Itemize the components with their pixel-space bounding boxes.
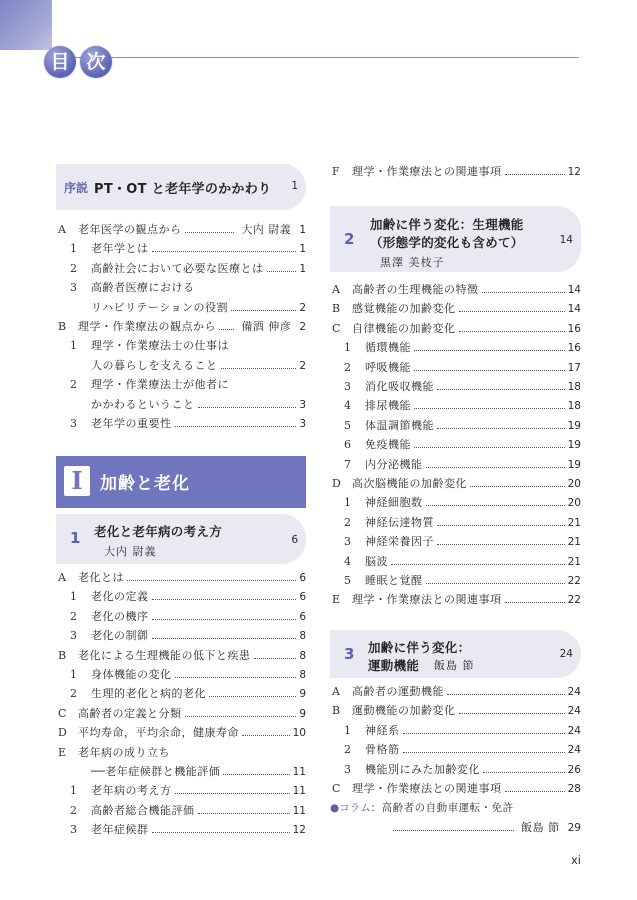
entry-number: 3 xyxy=(344,535,351,549)
toc-entry[interactable] xyxy=(330,703,581,719)
entry-title: 循環機能 xyxy=(365,341,411,355)
entry-title: 理学・作業療法の観点から xyxy=(78,320,216,333)
entry-page: 26 xyxy=(567,763,581,776)
section-1-author: 大内 尉義 xyxy=(104,545,157,558)
header-rule xyxy=(56,57,579,58)
entry-title: 理学・作業療法との関連事項 xyxy=(352,782,502,795)
leader-dots xyxy=(447,685,565,695)
entry-title: 老化による生理機能の低下と疾患 xyxy=(78,648,251,662)
leader-dots xyxy=(437,516,565,526)
entry-number: B xyxy=(58,320,67,333)
entry-page: 12 xyxy=(292,824,306,837)
toc-entry[interactable] xyxy=(56,764,306,780)
leader-dots xyxy=(426,574,565,584)
entry-title: 理学・作業療法士が他者に xyxy=(91,378,229,392)
entry-number: 3 xyxy=(344,762,351,776)
leader-dots xyxy=(152,242,297,252)
toc-entry[interactable] xyxy=(56,745,306,761)
leader-dots xyxy=(403,743,565,753)
toc-entry[interactable] xyxy=(56,686,306,702)
entry-number: 3 xyxy=(70,629,77,643)
toc-entry[interactable] xyxy=(56,222,306,238)
leader-dots xyxy=(231,301,296,311)
leader-dots xyxy=(459,322,565,332)
section-1-heading[interactable] xyxy=(56,514,306,564)
entry-page: 17 xyxy=(567,361,581,374)
entry-number: 1 xyxy=(70,590,77,604)
leader-dots xyxy=(185,223,235,233)
entry-number: 2 xyxy=(344,515,351,529)
toc-title-char-2: 次 xyxy=(80,46,112,78)
entry-number: 5 xyxy=(344,574,351,587)
entry-number: 4 xyxy=(344,554,351,568)
entry-page: 2 xyxy=(299,301,306,314)
entry-title: 神経系 xyxy=(365,723,400,737)
entry-number: 1 xyxy=(344,723,351,737)
entry-number: E xyxy=(332,593,341,607)
section-3-page: 24 xyxy=(559,648,573,660)
entry-title: 自律機能の加齢変化 xyxy=(352,321,456,335)
entry-number: 2 xyxy=(344,360,351,374)
entry-title: 神経細胞数 xyxy=(365,496,423,510)
leader-dots xyxy=(437,535,565,545)
leader-dots xyxy=(459,704,565,714)
entry-title: 理学・作業療法との関連事項 xyxy=(352,593,502,607)
entry-title: 身体機能の変化 xyxy=(91,668,172,681)
section-3-heading[interactable] xyxy=(330,630,581,678)
entry-number: 5 xyxy=(344,418,351,432)
entry-number: C xyxy=(332,321,341,335)
entry-page: 19 xyxy=(567,458,581,471)
entry-title: 老化の機序 xyxy=(91,609,149,623)
entry-page: 10 xyxy=(292,727,306,740)
toc-entry[interactable] xyxy=(56,570,306,586)
preface-label: 序説 xyxy=(64,181,89,195)
toc-entry[interactable] xyxy=(56,261,306,277)
entry-title: 骨格筋 xyxy=(365,743,400,757)
entry-page: 6 xyxy=(299,572,306,584)
page-number: xi xyxy=(570,853,581,867)
leader-dots xyxy=(198,398,297,408)
section-1-title: 老化と老年病の考え方 xyxy=(94,524,223,539)
leader-dots xyxy=(152,629,297,639)
entry-title: ──老年症候群と機能評価 xyxy=(91,765,221,778)
entry-title: 高次脳機能の加齢変化 xyxy=(352,477,467,490)
toc-entry[interactable] xyxy=(56,397,306,413)
entry-number: 1 xyxy=(70,784,77,798)
entry-number: 4 xyxy=(344,399,351,413)
entry-title: 神経伝達物質 xyxy=(365,515,434,529)
corner-decoration xyxy=(0,0,52,50)
leader-dots xyxy=(505,782,565,792)
entry-page: 6 xyxy=(299,591,306,604)
entry-title: リハビリテーションの役割 xyxy=(91,300,229,314)
entry-page: 28 xyxy=(567,783,581,795)
toc-entry[interactable] xyxy=(56,300,306,316)
entry-title: 睡眠と覚醒 xyxy=(365,574,423,587)
entry-number: 2 xyxy=(70,687,77,701)
section-2-number: 2 xyxy=(344,230,355,248)
entry-author: 備酒 伸彦 xyxy=(241,320,292,333)
toc-entry[interactable] xyxy=(330,164,581,180)
entry-number: C xyxy=(58,706,67,720)
toc-entry[interactable] xyxy=(330,742,581,758)
leader-dots xyxy=(152,590,297,600)
entry-number: 1 xyxy=(70,668,77,681)
toc-entry[interactable] xyxy=(56,589,306,605)
section-2-title-line-1: 加齢に伴う変化：生理機能 xyxy=(370,217,524,232)
entry-title: 呼吸機能 xyxy=(365,360,411,374)
entry-page: 1 xyxy=(299,224,306,236)
entry-page: 24 xyxy=(567,724,581,737)
entry-number: 2 xyxy=(344,743,351,757)
toc-entry[interactable] xyxy=(330,554,581,570)
toc-entry[interactable] xyxy=(56,628,306,644)
entry-title: 理学・作業療法士の仕事は xyxy=(91,339,229,353)
leader-dots xyxy=(414,361,565,371)
toc-entry[interactable] xyxy=(330,684,581,700)
entry-number: A xyxy=(332,283,340,296)
entry-page: 11 xyxy=(292,766,306,778)
entry-page: 24 xyxy=(567,705,581,718)
toc-entry[interactable] xyxy=(56,280,306,296)
toc-entry[interactable] xyxy=(330,495,581,511)
entry-number: 3 xyxy=(344,380,351,393)
entry-page: 8 xyxy=(299,630,306,643)
leader-dots xyxy=(127,571,296,581)
entry-title: 高齢者総合機能評価 xyxy=(91,803,195,817)
entry-title: 老年学とは xyxy=(91,242,149,256)
leader-dots xyxy=(505,593,565,603)
toc-entry[interactable] xyxy=(330,340,581,356)
entry-page: 8 xyxy=(299,669,306,681)
entry-title: 運動機能の加齢変化 xyxy=(352,704,456,718)
column-label: コラム xyxy=(339,802,371,814)
entry-number: 3 xyxy=(70,823,77,837)
column-entry[interactable] xyxy=(330,800,581,816)
entry-page: 6 xyxy=(299,610,306,623)
toc-entry[interactable] xyxy=(56,822,306,838)
entry-page: 1 xyxy=(299,243,306,256)
leader-dots xyxy=(175,668,297,678)
entry-title: 脳波 xyxy=(365,554,388,568)
toc-entry[interactable] xyxy=(56,803,306,819)
entry-number: D xyxy=(58,726,67,740)
toc-entry[interactable] xyxy=(330,573,581,589)
section-3-title-line-1: 加齢に伴う変化： xyxy=(368,640,471,655)
section-3-author: 飯島 節 xyxy=(434,659,475,672)
toc-entry[interactable] xyxy=(56,319,306,335)
entry-number: 6 xyxy=(344,438,351,452)
entry-page: 22 xyxy=(567,594,581,607)
toc-entry[interactable] xyxy=(330,398,581,414)
toc-entry[interactable] xyxy=(56,609,306,625)
entry-page: 21 xyxy=(567,536,581,549)
leader-dots xyxy=(175,784,290,794)
section-1-page: 6 xyxy=(291,534,298,546)
toc-entry[interactable] xyxy=(330,360,581,376)
entry-number: A xyxy=(58,223,66,236)
entry-page: 14 xyxy=(567,284,581,296)
entry-title: かかわるということ xyxy=(91,397,195,411)
entry-page: 2 xyxy=(299,359,306,372)
entry-number: C xyxy=(332,782,341,795)
entry-title: 老年病の考え方 xyxy=(91,784,172,798)
entry-title: 老年症候群 xyxy=(91,823,149,837)
leader-dots xyxy=(223,765,289,775)
entry-number: B xyxy=(332,302,341,316)
entry-page: 24 xyxy=(567,744,581,757)
entry-page: 21 xyxy=(567,555,581,568)
leader-dots xyxy=(267,262,297,272)
entry-title: 老年病の成り立ち xyxy=(78,745,170,759)
part-1-numeral: I xyxy=(64,466,90,496)
entry-page: 2 xyxy=(299,321,306,333)
section-2-title-line-2: （形態学的変化も含めて） xyxy=(370,235,524,250)
entry-number: F xyxy=(332,165,340,178)
toc-entry[interactable] xyxy=(330,437,581,453)
column-author: 飯島 節 xyxy=(521,821,560,834)
toc-entry[interactable] xyxy=(330,476,581,492)
leader-dots xyxy=(198,804,290,814)
entry-page: 1 xyxy=(299,262,306,275)
leader-dots xyxy=(414,341,565,351)
leader-dots xyxy=(403,724,565,734)
entry-number: E xyxy=(58,745,67,759)
column-entry-author-line[interactable] xyxy=(330,820,581,836)
toc-entry[interactable] xyxy=(330,781,581,797)
leader-dots xyxy=(505,165,565,175)
toc-entry[interactable] xyxy=(56,667,306,683)
toc-entry[interactable] xyxy=(330,457,581,473)
entry-page: 11 xyxy=(292,785,306,798)
section-2-page: 14 xyxy=(559,234,573,246)
entry-number: B xyxy=(332,704,341,718)
leader-dots xyxy=(391,555,565,565)
entry-page: 9 xyxy=(299,688,306,701)
part-1-title: 加齢と老化 xyxy=(100,474,190,494)
leader-dots xyxy=(152,610,297,620)
leader-dots xyxy=(219,320,234,330)
leader-dots xyxy=(209,687,296,697)
entry-title: 人の暮らしを支えること xyxy=(91,358,218,372)
column-page: 29 xyxy=(567,822,581,834)
entry-number: A xyxy=(58,571,66,584)
section-3-number: 3 xyxy=(344,645,355,663)
toc-entry[interactable] xyxy=(330,418,581,434)
leader-dots xyxy=(254,649,297,659)
leader-dots xyxy=(221,359,297,369)
entry-title: 老化の制御 xyxy=(91,629,149,643)
entry-number: 2 xyxy=(70,803,77,817)
leader-dots xyxy=(414,438,565,448)
leader-dots xyxy=(414,399,565,409)
toc-entry[interactable] xyxy=(330,592,581,608)
entry-page: 19 xyxy=(567,439,581,452)
entry-title: 生理的老化と病的老化 xyxy=(91,687,206,701)
leader-dots xyxy=(470,477,565,487)
entry-number: B xyxy=(58,648,67,662)
entry-number: 1 xyxy=(70,242,77,256)
toc-entry[interactable] xyxy=(56,706,306,722)
entry-number: 2 xyxy=(70,261,77,275)
entry-page: 16 xyxy=(567,322,581,335)
toc-entry[interactable] xyxy=(56,241,306,257)
entry-page: 18 xyxy=(567,381,581,393)
entry-title: 老化の定義 xyxy=(91,590,149,604)
entry-page: 16 xyxy=(567,342,581,355)
entry-title: 高齢者の運動機能 xyxy=(352,685,444,698)
entry-number: 1 xyxy=(70,339,77,353)
entry-title: 機能別にみた加齢変化 xyxy=(365,762,480,776)
toc-entry[interactable] xyxy=(330,321,581,337)
entry-title: 高齢者の定義と分類 xyxy=(78,706,182,720)
leader-dots xyxy=(175,417,297,427)
leader-dots xyxy=(437,419,565,429)
entry-title: 老年学の重要性 xyxy=(91,417,172,430)
leader-dots xyxy=(242,726,290,736)
entry-page: 11 xyxy=(292,804,306,817)
entry-number: 1 xyxy=(344,341,351,355)
entry-page: 18 xyxy=(567,400,581,413)
toc-entry[interactable] xyxy=(56,783,306,799)
preface-heading[interactable] xyxy=(56,164,306,210)
entry-title: 内分泌機能 xyxy=(365,457,423,471)
entry-page: 21 xyxy=(567,516,581,529)
entry-number: 2 xyxy=(70,378,77,392)
leader-dots xyxy=(185,707,297,717)
entry-title: 排尿機能 xyxy=(365,399,411,413)
entry-number: A xyxy=(332,685,340,698)
leader-dots xyxy=(483,763,565,773)
toc-entry[interactable] xyxy=(56,377,306,393)
entry-title: 体温調節機能 xyxy=(365,418,434,432)
entry-number: D xyxy=(332,477,341,490)
entry-title: 平均寿命，平均余命，健康寿命 xyxy=(78,726,239,740)
entry-page: 9 xyxy=(299,707,306,720)
entry-number: 1 xyxy=(344,496,351,510)
entry-page: 24 xyxy=(567,686,581,698)
entry-title: 理学・作業療法との関連事項 xyxy=(352,165,502,178)
section-3-title-line-2: 運動機能 xyxy=(368,658,420,673)
preface-page: 1 xyxy=(291,180,298,192)
preface-title: PT・OT と老年学のかかわり xyxy=(94,182,272,197)
part-1-heading[interactable] xyxy=(56,456,306,508)
leader-dots xyxy=(459,302,565,312)
toc-entry[interactable] xyxy=(330,282,581,298)
toc-entry[interactable] xyxy=(330,379,581,395)
entry-page: 12 xyxy=(567,166,581,178)
toc-entry[interactable] xyxy=(330,723,581,739)
toc-entry[interactable] xyxy=(56,358,306,374)
toc-entry[interactable] xyxy=(56,338,306,354)
toc-entry[interactable] xyxy=(330,762,581,778)
entry-number: 3 xyxy=(70,281,77,295)
entry-title: 神経栄養因子 xyxy=(365,535,434,549)
entry-page: 3 xyxy=(299,418,306,430)
toc-title-char-1: 目 xyxy=(44,46,76,78)
entry-page: 19 xyxy=(567,419,581,432)
toc-entry[interactable] xyxy=(330,515,581,531)
leader-dots xyxy=(152,823,290,833)
entry-title: 高齢者医療における xyxy=(91,281,195,295)
entry-author: 大内 尉義 xyxy=(241,223,292,236)
entry-number: 3 xyxy=(70,417,77,430)
entry-page: 8 xyxy=(299,649,306,662)
toc-entry[interactable] xyxy=(56,725,306,741)
leader-dots xyxy=(426,458,565,468)
entry-number: 2 xyxy=(70,609,77,623)
column-title: ：高齢者の自動車運転・免許 xyxy=(370,802,514,814)
leader-dots xyxy=(393,821,514,831)
entry-page: 14 xyxy=(567,303,581,316)
entry-title: 消化吸収機能 xyxy=(365,380,434,393)
toc-entry[interactable] xyxy=(56,416,306,432)
leader-dots xyxy=(437,380,565,390)
entry-number: 7 xyxy=(344,457,351,471)
entry-title: 老化とは xyxy=(78,571,124,584)
entry-page: 22 xyxy=(567,575,581,587)
entry-title: 高齢社会において必要な医療とは xyxy=(91,261,264,275)
leader-dots xyxy=(482,283,565,293)
section-2-heading[interactable] xyxy=(330,206,581,272)
entry-page: 3 xyxy=(299,398,306,411)
toc-entry[interactable] xyxy=(330,301,581,317)
entry-title: 高齢者の生理機能の特徴 xyxy=(352,283,479,296)
entry-page: 20 xyxy=(567,478,581,490)
column-bullet-icon: ● xyxy=(330,802,340,814)
entry-page: 20 xyxy=(567,497,581,510)
entry-title: 免疫機能 xyxy=(365,438,411,452)
toc-entry[interactable] xyxy=(330,534,581,550)
entry-title: 感覚機能の加齢変化 xyxy=(352,302,456,316)
toc-entry[interactable] xyxy=(56,648,306,664)
entry-title: 老年医学の観点から xyxy=(78,223,182,236)
section-2-author: 黒澤 美枝子 xyxy=(380,256,445,269)
leader-dots xyxy=(426,496,565,506)
section-1-number: 1 xyxy=(70,529,81,547)
